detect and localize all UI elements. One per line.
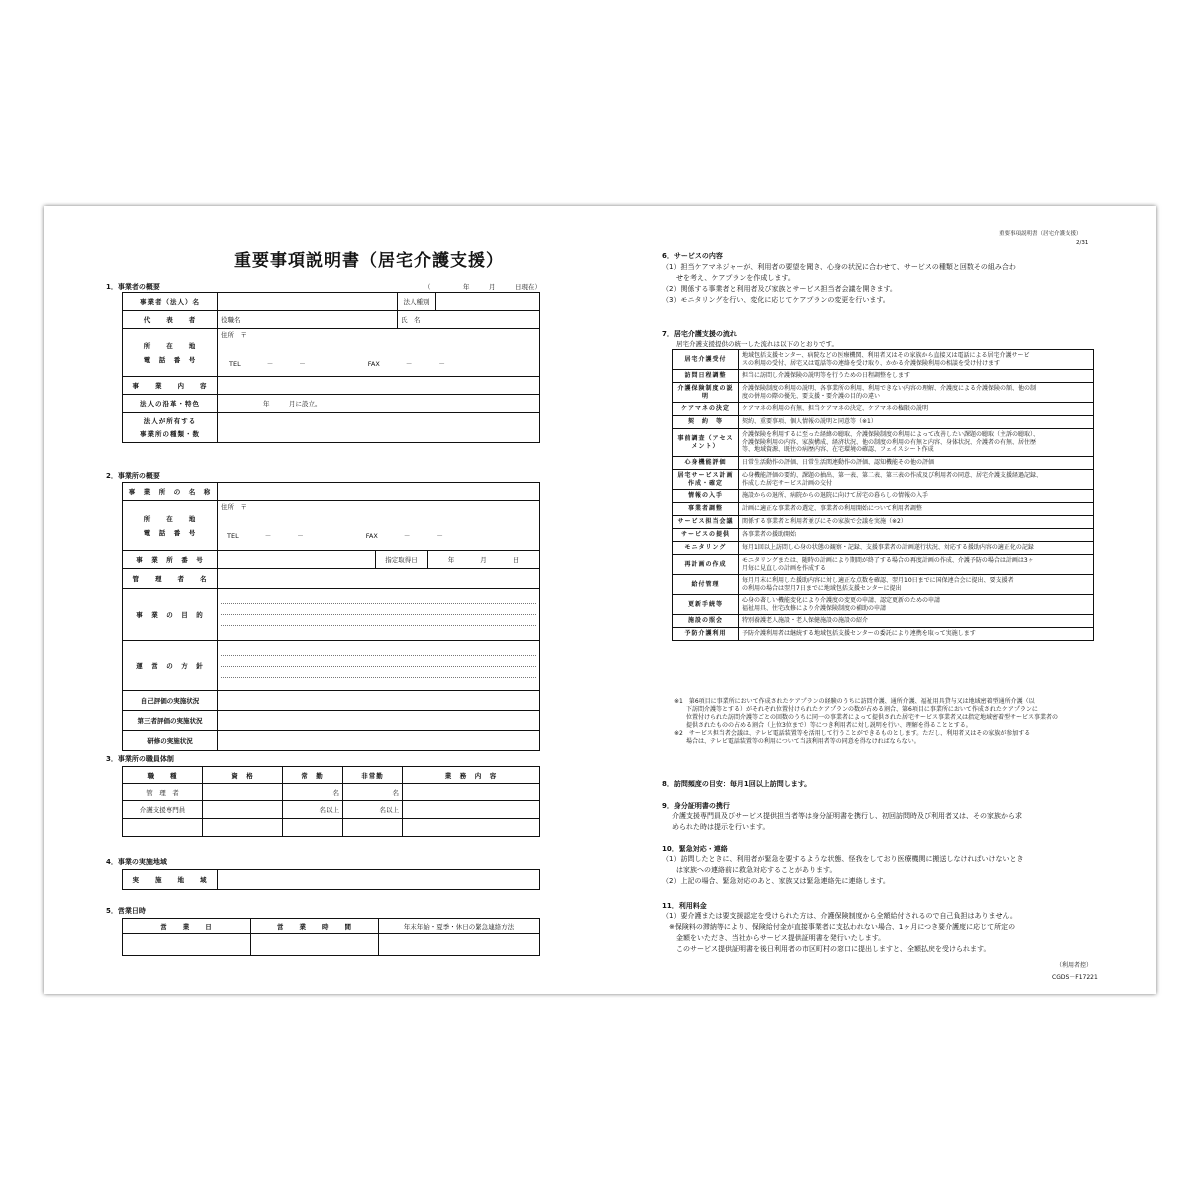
hours-time-field[interactable] bbox=[251, 934, 379, 956]
hours-emergency-field[interactable] bbox=[379, 934, 540, 956]
flow-step-description bbox=[739, 370, 1094, 383]
flow-row bbox=[673, 516, 1094, 529]
section10-line: （1）訪問したときに、利用者が緊急を要するような状態、怪我をしており医療機関に搬送しなければいけないとき bbox=[662, 855, 1024, 863]
flow-row bbox=[673, 457, 1094, 470]
flow-desc-line: 特別養護老人施設・老人保健施設の施設の紹介 bbox=[742, 617, 869, 625]
company-overview-table bbox=[122, 292, 540, 443]
flow-step-description bbox=[739, 595, 1094, 615]
section5-heading: 5．営業日時 bbox=[106, 907, 146, 915]
flow-desc-line: スの利用の受付、居宅又は電話等の連絡を受け取り、かかる介護保険利用の相談を受け付けます bbox=[742, 359, 1001, 367]
service-area-label: 実 施 地 域 bbox=[123, 870, 218, 890]
flow-step-label: サービスの提供 bbox=[673, 529, 739, 542]
office-name-field[interactable] bbox=[218, 483, 540, 501]
corp-type-field[interactable] bbox=[436, 293, 540, 311]
flow-step-description bbox=[739, 628, 1094, 641]
table-row bbox=[123, 784, 540, 801]
self-eval-label: 自己評価の実施状況 bbox=[123, 691, 218, 711]
manager-label: 管 理 者 名 bbox=[123, 569, 218, 589]
flow-desc-line: 契約、重要事項、個人情報の説明と同意等（※1） bbox=[742, 418, 877, 426]
staff-header-parttime: 非常勤 bbox=[343, 767, 403, 784]
flow-desc-line: 計画に適正な事業者の選定、事業者の利用開始について利用者調整 bbox=[742, 505, 922, 513]
section2-heading: 2．事業所の概要 bbox=[106, 472, 160, 480]
flow-desc-line: 担当に訪問し介護保険の説明等を行うための日程調整をします bbox=[742, 372, 911, 380]
flow-desc-line: 介護保険制度の利用の説明、各事業所の利用、利用できない内容の理解、介護度による介護保険の額、他の制 bbox=[742, 385, 1037, 392]
flow-desc-line: 予防介護利用者は継続する地域包括支援センターの委託により連携を取って実施します bbox=[742, 630, 976, 638]
section11-heading: 11．利用料金 bbox=[662, 902, 707, 910]
section6-line: （1）担当ケアマネジャーが、利用者の要望を聞き、心身の状況に合わせて、サービスの種類と回数その組み合わ bbox=[662, 263, 1016, 271]
section9-heading: 9．身分証明書の携行 bbox=[662, 802, 730, 810]
section11-line: ※保険料の滞納等により、保険給付金が直接事業者に支払われない場合、1ヶ月につき要介護度に応じて所定の bbox=[662, 923, 1016, 931]
staff-parttime-cell[interactable]: 名以上 bbox=[343, 801, 403, 819]
policy-label: 運 営 の 方 針 bbox=[123, 641, 218, 691]
phone-label: 電 話 番 号 bbox=[143, 355, 197, 364]
document-title: 重要事項説明書（居宅介護支援） bbox=[234, 251, 504, 271]
third-eval-label: 第三者評価の実施状況 bbox=[123, 711, 218, 731]
flow-step-label: 居宅介護受付 bbox=[673, 350, 739, 370]
flow-step-description bbox=[739, 350, 1094, 370]
care-flow-table bbox=[672, 349, 1094, 641]
flow-step-label: 居宅サービス計画作成・確定 bbox=[673, 470, 739, 490]
flow-desc-line: 月毎に見直しの計画を作成する bbox=[742, 564, 827, 572]
facilities-field[interactable] bbox=[218, 413, 540, 443]
flow-step-label: 訪問日程調整 bbox=[673, 370, 739, 383]
section7-notes bbox=[674, 698, 1058, 746]
business-field[interactable] bbox=[218, 377, 540, 395]
hours-header-emergency: 年末年始・夏季・休日の緊急連絡方法 bbox=[379, 919, 540, 934]
business-label: 事 業 内 容 bbox=[123, 377, 218, 395]
section10-line: は家族への連絡前に救急対応することがあります。 bbox=[662, 866, 837, 874]
section11-line: （1）要介護または要支援認定を受けられた方は、介護保険制度から全額給付されるので自己負担はありません。 bbox=[662, 912, 1017, 920]
office-tel-label: TEL － － bbox=[227, 532, 304, 540]
section11-line: 金額をいただき、当社からサービス提供証明書を発行いたします。 bbox=[662, 934, 886, 942]
office-fax-label: FAX － － bbox=[365, 532, 443, 540]
flow-step-label: ケアマネの決定 bbox=[673, 403, 739, 416]
staff-duties-cell[interactable] bbox=[403, 801, 540, 819]
facilities-label-line1: 法人が所有する bbox=[143, 416, 197, 425]
section6-heading: 6．サービスの内容 bbox=[662, 252, 723, 260]
section7-intro: 居宅介護支援提供の統一した流れは以下のとおりです。 bbox=[676, 340, 838, 348]
company-name-label: 事業者（法人）名 bbox=[123, 293, 218, 311]
note-line: ※1 第6項目に事業所において作成されたケアプランの経験のうちに訪問介護、通所介護、福祉用具貸与又は地域密着型通所介護（以 bbox=[674, 698, 1035, 705]
section9-body bbox=[672, 811, 1022, 833]
section3-heading: 3．事業所の職員体制 bbox=[106, 755, 174, 763]
office-phone-label: 電 話 番 号 bbox=[143, 528, 197, 537]
office-address-prefix: 住所 〒 bbox=[221, 503, 247, 511]
flow-step-label: モニタリング bbox=[673, 542, 739, 555]
flow-step-label: 給付管理 bbox=[673, 575, 739, 595]
section9-line: 介護支援専門員及びサービス提供担当者等は身分証明書を携行し、初回訪問時及び利用者又は、その家族から求 bbox=[672, 812, 1022, 820]
flow-desc-line: 地域包括支援センター、病院などの医療機関、利用者又はその家族から直接又は電話による居宅介護サービ bbox=[742, 352, 1030, 359]
flow-row bbox=[673, 503, 1094, 516]
history-label: 法人の沿革・特色 bbox=[123, 395, 218, 413]
address-label: 所 在 地 bbox=[143, 341, 197, 350]
flow-desc-line: 日常生活動作の評価、日常生活関連動作の評価、認知機能その他の評価 bbox=[742, 459, 935, 467]
section1-heading: 1．事業者の概要 bbox=[106, 283, 160, 291]
staff-parttime-cell[interactable]: 名 bbox=[343, 784, 403, 801]
staff-header-qualification: 資 格 bbox=[203, 767, 283, 784]
flow-step-description bbox=[739, 555, 1094, 575]
flow-row bbox=[673, 595, 1094, 615]
section11-line: このサービス提供証明書を後日利用者の市区町村の窓口に提出しますと、全額払戻を受けられます。 bbox=[662, 945, 991, 953]
note-line: ※2 サービス担当者会議は、テレビ電話装置等を活用して行うことができるものとします。ただし、利用者又はその家族が参加する bbox=[674, 730, 1031, 737]
section9-line: められた時は提示を行います。 bbox=[672, 823, 770, 831]
flow-row bbox=[673, 529, 1094, 542]
flow-step-label: 事業者調整 bbox=[673, 503, 739, 516]
section10-body bbox=[662, 854, 1023, 887]
flow-desc-line: 度の併用の際の優先、要支援・要介護の目的の違い bbox=[742, 392, 881, 400]
address-field[interactable] bbox=[218, 329, 540, 377]
established-field[interactable] bbox=[218, 395, 540, 413]
flow-step-label: 施設の照会 bbox=[673, 615, 739, 628]
date-line: （ 年 月 日現在） bbox=[424, 283, 541, 291]
flow-step-description bbox=[739, 429, 1094, 457]
flow-desc-line: ケアマネの利用の有無、担当ケアマネの決定、ケアマネの権限の説明 bbox=[742, 405, 929, 413]
representative-label: 代 表 者 bbox=[123, 311, 218, 329]
tel-label: TEL － － bbox=[229, 360, 306, 368]
flow-desc-line: 毎月月末に利用した援助内容に対し適正な点数を確認、翌月10日までに国保連合会に提出、要支援者 bbox=[742, 577, 1014, 584]
flow-desc-line: 介護保険利用の内容、家族構成、経済状況、他の制度の利用の有無と内容、身体状況、介護者の有無、居住歴 bbox=[742, 438, 1037, 446]
staff-fulltime-cell[interactable]: 名以上 bbox=[283, 801, 343, 819]
flow-step-description bbox=[739, 542, 1094, 555]
flow-step-label: 契 約 等 bbox=[673, 416, 739, 429]
note-line: 位置付けられた訪問介護等ごとの回数のうちに同一の事業者によって提供された居宅サービス事業者又は指定地域密着型サービス事業者の bbox=[674, 714, 1059, 721]
staff-table bbox=[122, 766, 540, 837]
section10-line: （2）上記の場合、緊急対応のあと、家族又は緊急連絡先に連絡します。 bbox=[662, 877, 890, 885]
company-name-field[interactable] bbox=[218, 293, 398, 311]
business-hours-table bbox=[122, 918, 540, 956]
facilities-label bbox=[123, 413, 218, 443]
usage-note: （利用者控） bbox=[1056, 962, 1093, 969]
person-name-label: 氏 名 bbox=[401, 316, 421, 324]
staff-duties-cell[interactable] bbox=[403, 784, 540, 801]
address-phone-label bbox=[123, 329, 218, 377]
form-code: CGDS－F17221 bbox=[1052, 974, 1098, 981]
flow-desc-line: の利用の場合は翌月7日までに地域包括支援センターに提出 bbox=[742, 584, 902, 592]
office-name-label: 事 業 所 の 名 称 bbox=[123, 483, 218, 501]
office-address-phone-label bbox=[123, 501, 218, 551]
section8-heading: 8．訪問頻度の目安：毎月1回以上訪問します。 bbox=[662, 780, 812, 788]
flow-step-description bbox=[739, 383, 1094, 403]
flow-step-description bbox=[739, 403, 1094, 416]
flow-step-description bbox=[739, 470, 1094, 490]
flow-desc-line: 毎月1回以上訪問し心身の状態の観察・記録、支援事業者の計画遂行状況、対応する援助内容の適正化の記録 bbox=[742, 544, 1034, 552]
flow-row bbox=[673, 403, 1094, 416]
flow-desc-line: 各事業者の援助開始 bbox=[742, 531, 797, 539]
manager-field[interactable] bbox=[218, 569, 540, 589]
staff-job-cell: 介護支援専門員 bbox=[123, 801, 203, 819]
flow-step-description bbox=[739, 490, 1094, 503]
flow-desc-line: 施設からの退所、病院からの退院に向けて居宅の暮らしの情報の入手 bbox=[742, 492, 929, 500]
training-label: 研修の実施状況 bbox=[123, 731, 218, 751]
position-field[interactable] bbox=[218, 311, 398, 329]
flow-step-description bbox=[739, 529, 1094, 542]
third-eval-field[interactable] bbox=[218, 711, 540, 731]
flow-row bbox=[673, 615, 1094, 628]
section11-body bbox=[662, 911, 1017, 955]
purpose-label: 事 業 の 目 的 bbox=[123, 589, 218, 641]
flow-step-description bbox=[739, 457, 1094, 470]
flow-desc-line: 関係する事業者と利用者並びにその家族で会議を実施（※2） bbox=[742, 518, 907, 526]
office-address-label: 所 在 地 bbox=[143, 514, 197, 523]
note-line: 下訪問介護等とする）がそれぞれ位置付けられたケアプランの数が占める割合、第6項目に事業所において作成されたケアプランに bbox=[674, 706, 1038, 713]
flow-row bbox=[673, 383, 1094, 403]
hours-header-days: 営 業 日 bbox=[123, 919, 251, 934]
service-area-table bbox=[122, 869, 540, 890]
hours-days-field[interactable] bbox=[123, 934, 251, 956]
section4-heading: 4．事業の実施地域 bbox=[106, 858, 167, 866]
flow-row bbox=[673, 370, 1094, 383]
purpose-field[interactable] bbox=[218, 589, 540, 641]
staff-fulltime-cell[interactable]: 名 bbox=[283, 784, 343, 801]
flow-step-label: 心身機能評価 bbox=[673, 457, 739, 470]
section6-body bbox=[662, 262, 1016, 306]
staff-qual-cell[interactable] bbox=[203, 801, 283, 819]
staff-qual-cell[interactable] bbox=[203, 784, 283, 801]
flow-row bbox=[673, 542, 1094, 555]
designation-date-field[interactable]: 年 月 日 bbox=[428, 551, 540, 569]
staff-header-duties: 業 務 内 容 bbox=[403, 767, 540, 784]
flow-desc-line: 福祉用具、住宅改修により介護保険制度の補助の申請 bbox=[742, 604, 887, 612]
flow-desc-line: モニタリングまたは、随時の計画により期間が終了する場合の再度計画の作成、介護予防の場合は計画は3ヶ bbox=[742, 557, 1034, 564]
header-right: 重要事項説明書（居宅介護支援） bbox=[999, 231, 1082, 237]
flow-step-description bbox=[739, 615, 1094, 628]
person-name-field[interactable] bbox=[398, 311, 540, 329]
flow-step-label: サービス担当会議 bbox=[673, 516, 739, 529]
note-line: 場合は、テレビ電話装置等の利用について当該利用者等の同意を得なければならない。 bbox=[674, 738, 920, 745]
flow-row bbox=[673, 429, 1094, 457]
flow-step-description bbox=[739, 503, 1094, 516]
flow-desc-line: 等、地域資源、既往の病歴内容、在宅環境の確認、フェイスシート作成 bbox=[742, 446, 934, 454]
flow-step-label: 再計画の作成 bbox=[673, 555, 739, 575]
flow-desc-line: 心身機能評価の要約、課題の抽出、第一表、第二表、第三表の作成及び利用者の同意、居宅介護支援経過記録、 bbox=[742, 472, 1043, 479]
section6-line: （3）モニタリングを行い、変化に応じてケアプランの変更を行います。 bbox=[662, 296, 890, 304]
section7-heading: 7．居宅介護支援の流れ bbox=[662, 330, 737, 338]
flow-row bbox=[673, 350, 1094, 370]
flow-step-description bbox=[739, 575, 1094, 595]
flow-step-description bbox=[739, 516, 1094, 529]
flow-step-label: 介護保険制度の説明 bbox=[673, 383, 739, 403]
section10-heading: 10．緊急対応・連絡 bbox=[662, 845, 728, 853]
staff-job-cell: 管 理 者 bbox=[123, 784, 203, 801]
office-address-field[interactable] bbox=[218, 501, 540, 551]
flow-step-label: 事前調査（アセスメント） bbox=[673, 429, 739, 457]
fax-label: FAX － － bbox=[367, 360, 445, 368]
table-row bbox=[123, 801, 540, 819]
service-area-field[interactable] bbox=[218, 870, 540, 890]
office-no-label: 事 業 所 番 号 bbox=[123, 551, 218, 569]
flow-row bbox=[673, 575, 1094, 595]
policy-field[interactable] bbox=[218, 641, 540, 691]
note-line: 提供されたものの占める割合（上位3位まで）等につき利用者に対し説明を行い、理解を得ることとする。 bbox=[674, 722, 972, 729]
facilities-label-line2: 事業所の種類・数 bbox=[140, 429, 200, 438]
flow-step-label: 予防介護利用 bbox=[673, 628, 739, 641]
document-sheet bbox=[44, 206, 1156, 994]
staff-header-job: 職 種 bbox=[123, 767, 203, 784]
flow-step-label: 情報の入手 bbox=[673, 490, 739, 503]
section6-line: （2）関係する事業者と利用者及び家族とサービス担当者会議を開きます。 bbox=[662, 285, 897, 293]
flow-step-description bbox=[739, 416, 1094, 429]
office-overview-table bbox=[122, 482, 540, 751]
training-field[interactable] bbox=[218, 731, 540, 751]
staff-header-fulltime: 常 勤 bbox=[283, 767, 343, 784]
hours-header-time: 営 業 時 間 bbox=[251, 919, 379, 934]
flow-row bbox=[673, 490, 1094, 503]
address-prefix: 住所 〒 bbox=[221, 331, 247, 339]
established-text: 年 月に設立。 bbox=[263, 400, 322, 408]
self-eval-field[interactable] bbox=[218, 691, 540, 711]
designation-date-label: 指定取得日 bbox=[376, 551, 428, 569]
flow-row bbox=[673, 628, 1094, 641]
flow-desc-line: 心身の著しい機能変化により介護度の変更の申請、認定更新のための申請 bbox=[742, 597, 941, 604]
table-row bbox=[123, 819, 540, 837]
flow-row bbox=[673, 470, 1094, 490]
flow-step-label: 更新手続等 bbox=[673, 595, 739, 615]
office-no-field[interactable] bbox=[218, 551, 376, 569]
flow-row bbox=[673, 416, 1094, 429]
corp-type-label: 法人種別 bbox=[398, 293, 436, 311]
flow-desc-line: 作成した居宅サービス計画の交付 bbox=[742, 479, 833, 487]
flow-row bbox=[673, 555, 1094, 575]
section6-line: せを考え、ケアプランを作成します。 bbox=[662, 274, 795, 282]
flow-desc-line: 介護保険を利用するに至った経緯の聴取、介護保険制度の利用によって改善したい課題の聴取（主訴の聴取）、 bbox=[742, 431, 1040, 439]
page-number: 2/31 bbox=[1076, 240, 1089, 246]
position-label: 役職名 bbox=[221, 316, 241, 324]
